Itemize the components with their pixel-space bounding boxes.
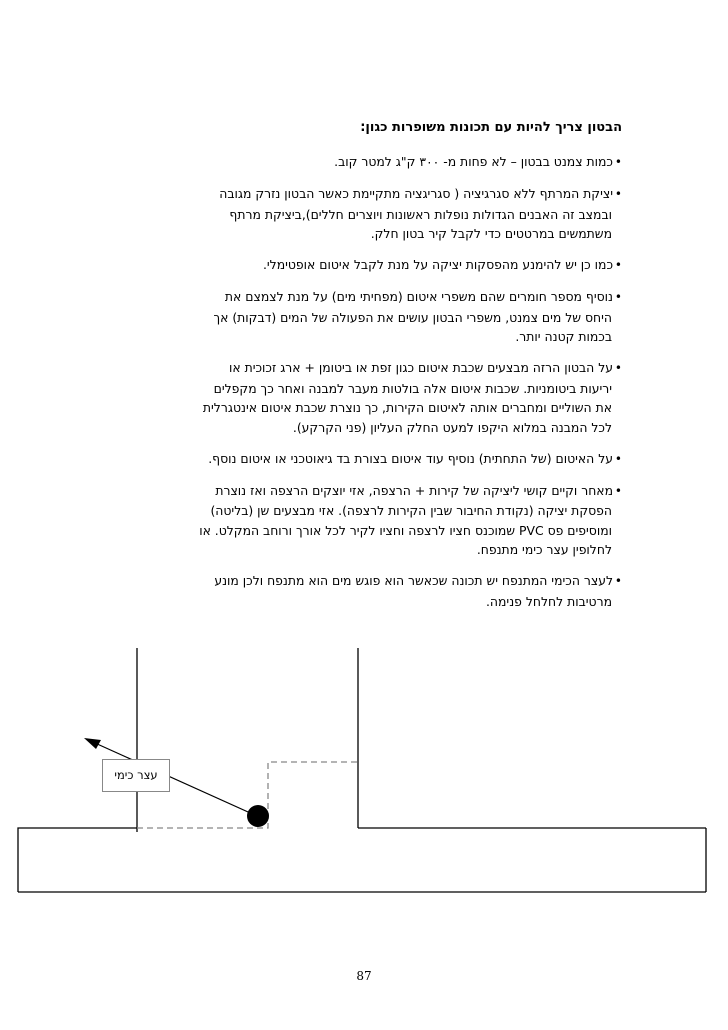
- list-item: [122, 481, 622, 560]
- list-item-line: [122, 287, 622, 308]
- section-heading: הבטון צריך להיות עם תכונות משופרות כגון:: [360, 120, 622, 135]
- list-item-text: נוסיף מספר חומרים שהם משפרי איטום (מפחיתי מים) על מנת לצמצם את: [224, 289, 613, 304]
- list-item-line: [122, 152, 622, 173]
- list-item-text: מרטיבות לחלחל פנימה.: [485, 593, 612, 609]
- bullet-marker: •: [614, 451, 622, 466]
- list-item-text: לכל המבנה במלוא היקפו למעט החלק העליון (פני הקרקע).: [292, 419, 612, 435]
- list-item-text: ומוסיפים פס PVC שמוכנס חציו לרצפה וחציו לקיר לכל אורך ורוחב המקלט. או: [199, 522, 612, 538]
- list-item-line: [122, 449, 622, 470]
- list-item-line: [122, 379, 622, 399]
- bullet-marker: •: [614, 290, 622, 304]
- list-item-text: מאחר וקיים קושי ליציקה של קירות + הרצפה, אזי יוצקים הרצפה ואז נוצרת: [215, 482, 613, 498]
- list-item: [122, 571, 622, 611]
- list-item-line: [122, 184, 622, 205]
- list-item-line: [122, 418, 622, 438]
- list-item-line: [122, 327, 622, 347]
- list-item-text: יריעות ביטומניות. שכבות איטום אלה בולטות מעבר למבנה ואחר כך מקפלים: [213, 380, 612, 396]
- list-item-text: בכמות קטנה יותר.: [515, 329, 612, 344]
- bullet-marker: •: [614, 574, 622, 588]
- waterstop-label: עצר כימי: [102, 759, 170, 792]
- list-item-text: על הבטון הרזה מבצעים שכבת איטום כגון זפת או ביטומן + ארג זכוכית או: [228, 360, 613, 375]
- bullet-marker: •: [614, 361, 622, 375]
- list-item-text: כמו כן יש להימנע מהפסקות יציקה על מנת לקבל איטום אופטימלי.: [262, 257, 613, 272]
- list-item-text: לחלופין עצר כימי מתנפח.: [476, 542, 612, 557]
- list-item-line: [122, 501, 622, 521]
- list-item-text: ובמצב זה האבנים הגדולות נופלות ראשונות ויוצרים חללים),ביציקת מרתף: [229, 206, 612, 222]
- list-item-line: [122, 521, 622, 541]
- list-item-line: [122, 571, 622, 592]
- list-item-text: על האיטום (של התחתית) נוסיף עוד איטום בצורת בד גיאוטכני או איטום נוסף.: [208, 450, 613, 466]
- list-item-line: [122, 592, 622, 612]
- bullet-marker: •: [614, 155, 622, 169]
- list-item-line: [122, 255, 622, 276]
- slab-outline: [18, 828, 137, 892]
- list-item-line: [122, 205, 622, 225]
- list-item-text: לעצר הכימי המתנפח יש תכונה שכאשר הוא פוגש מים הוא מתנפח ולכן מונע: [214, 573, 613, 588]
- list-item-text: יציקת המרתף ללא סגרגיציה ( סגריגציה מתקיימת כאשר הבטון נזרק מגובה: [219, 186, 613, 201]
- list-item-text: הפסקת יציקה (נקודת החיבור שבין הקירות לרצפה). אזי מבצעים שן (בליטה): [210, 503, 612, 518]
- bullet-marker: •: [614, 483, 622, 498]
- list-item: [122, 152, 622, 173]
- leader-arrowhead: [84, 738, 101, 749]
- list-item: [122, 255, 622, 276]
- bullet-marker: •: [614, 258, 622, 272]
- list-item-line: [122, 358, 622, 379]
- list-item-line: [122, 481, 622, 502]
- list-item-line: [122, 398, 622, 418]
- list-item: [122, 287, 622, 347]
- list-item-text: משתמשים במרטטים כדי לקבל קיר בטון חלק.: [370, 226, 612, 241]
- list-item-text: כמות צמנט בבטון – לא פחות מ- ٣٠٠ ק"ג למטר קוב.: [334, 154, 613, 169]
- list-item: [122, 184, 622, 244]
- bullet-marker: •: [614, 187, 622, 201]
- list-item: [122, 358, 622, 437]
- list-item: [122, 449, 622, 470]
- page-number: 87: [356, 969, 372, 983]
- list-item-line: [122, 224, 622, 244]
- list-item-line: [122, 308, 622, 328]
- waterstop-circle: [247, 805, 269, 827]
- list-item-text: את השוליים ומחברים אותה לאיטום הקירות, כך נוצרת שכבת איטום אינטגרלית: [202, 400, 612, 415]
- list-item-line: [122, 540, 622, 560]
- requirements-list: [122, 152, 622, 623]
- list-item-text: היחס של מים צמנט, משפרי הבטון עושים את הפעולה של המים (דבקות) אך: [213, 309, 612, 325]
